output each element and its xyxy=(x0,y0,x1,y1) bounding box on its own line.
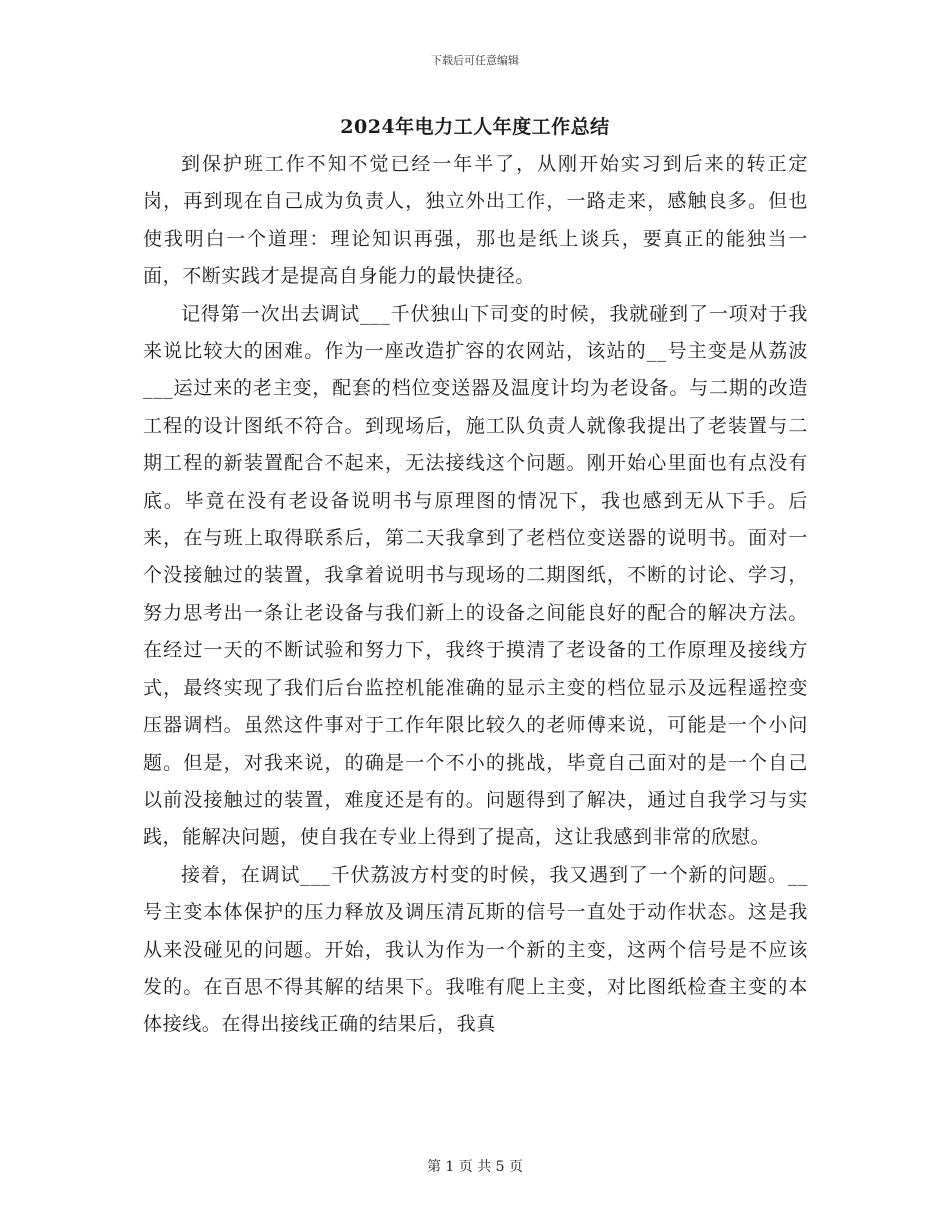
document-title: 2024年电力工人年度工作总结 xyxy=(340,116,610,138)
page-header-note: 下载后可任意编辑 xyxy=(431,54,519,67)
paragraph-2: 记得第一次出去调试___千伏独山下司变的时候，我就碰到了一项对于我来说比较大的困难。作为一座改造扩容的农网站，该站的__号主变是从荔波___运过来的老主变，配套的档位变送器及温度计均为老设备。与二期的改造工程的设计图纸不符合。到现场后，施工队负责人就像我提出了老装置与二期工程的新装置配合不起来，无法接线这个问题。刚开始心里面也有点没有底。毕竟在没有老设备说明书与原理图的情况下，我也感到无从下手。后来，在与班上取得联系后，第二天我拿到了老档位变送器的说明书。面对一个没接触过的装置，我拿着说明书与现场的二期图纸，不断的讨论、学习，努力思考出一条让老设备与我们新上的设备之间能良好的配合的解决方法。在经过一天的不断试验和努力下，我终于摸清了老设备的工作原理及接线方式，最终实现了我们后台监控机能准确的显示主变的档位显示及远程遥控变压器调档。虽然这件事对于工作年限比较久的老师傅来说，可能是一个小问题。但是，对我来说，的确是一个不小的挑战，毕竟自己面对的是一个自己以前没接触过的装置，难度还是有的。问题得到了解决，通过自我学习与实践，能解决问题，使自我在专业上得到了提高，这让我感到非常的欣慰。 xyxy=(143,302,808,849)
paragraph-1: 到保护班工作不知不觉已经一年半了，从刚开始实习到后来的转正定岗，再到现在自己成为负责人，独立外出工作，一路走来，感触良多。但也使我明白一个道理：理论知识再强，那也是纸上谈兵，要真正的能独当一面，不断实践才是提高自身能力的最快捷径。 xyxy=(143,153,808,288)
paragraph-3: 接着，在调试___千伏荔波方村变的时候，我又遇到了一个新的问题。__号主变本体保护的压力释放及调压清瓦斯的信号一直处于动作状态。这是我从来没碰见的问题。开始，我认为作为一个新的主变，这两个信号是不应该发的。在百思不得其解的结果下。我唯有爬上主变，对比图纸检查主变的本体接线。在得出接线正确的结果后，我真 xyxy=(143,863,808,1036)
document-body xyxy=(143,146,808,1044)
page-number: 第 1 页 共 5 页 xyxy=(426,1159,524,1175)
